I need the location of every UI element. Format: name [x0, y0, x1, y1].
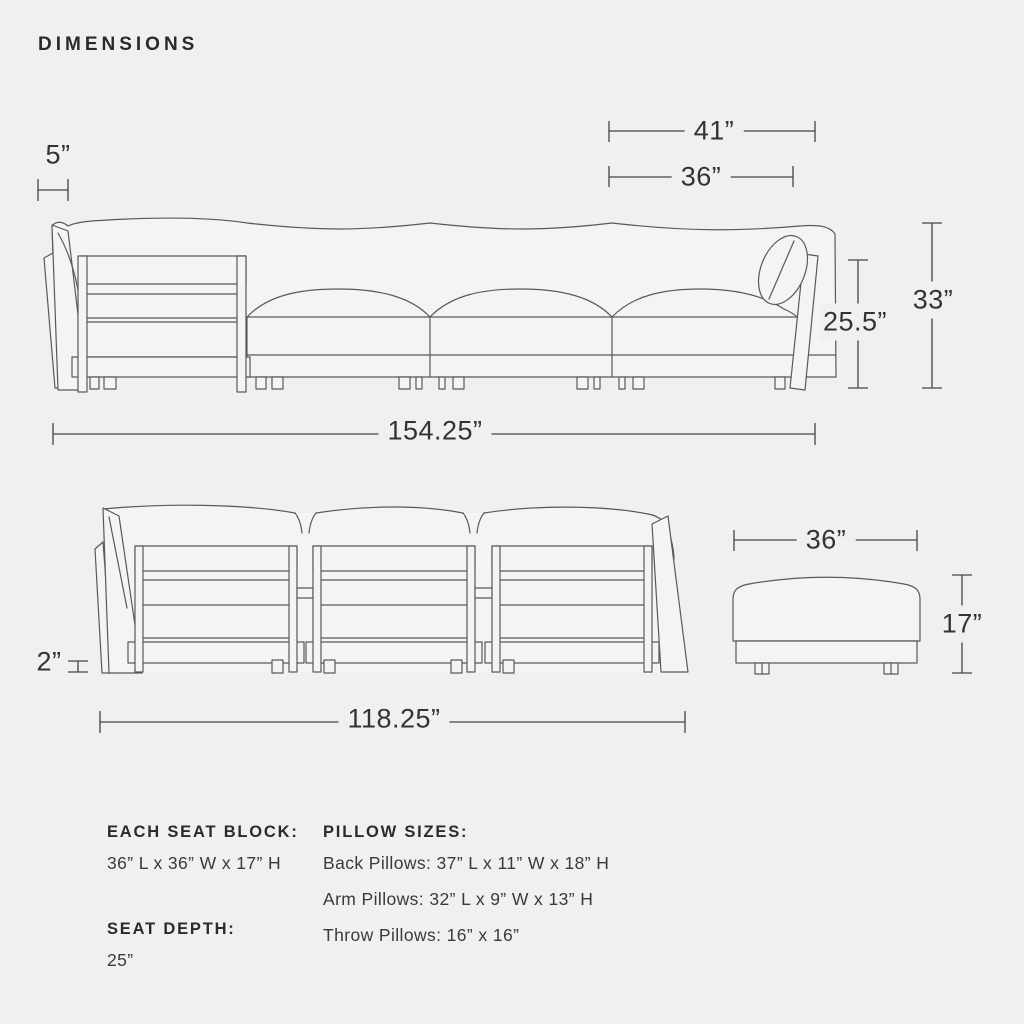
seat-depth-label: SEAT DEPTH:: [107, 920, 236, 938]
dim-label-ottoman-width: 36”: [797, 526, 856, 555]
dim-label-overall-height: 33”: [909, 282, 958, 319]
back-frame-module-2: [306, 546, 482, 672]
dim-line-5in: [38, 179, 68, 201]
dim-label-corner-unit-width: 41”: [685, 117, 744, 146]
sofa-front-view-drawing: [44, 218, 836, 392]
throw-pillows-value: Throw Pillows: 16” x 16”: [323, 925, 520, 945]
page-title: DIMENSIONS: [38, 34, 199, 55]
ottoman-drawing: [733, 577, 920, 674]
dim-label-back-height: 25.5”: [819, 304, 891, 341]
back-pillows-value: Back Pillows: 37” L x 11” W x 18” H: [323, 853, 610, 873]
front-feet: [90, 377, 785, 389]
seat-block-label: EACH SEAT BLOCK:: [107, 823, 299, 841]
front-corner-frame-base: [72, 357, 250, 377]
dim-label-arm-panel-width: 5”: [45, 139, 71, 170]
dim-label-overall-depth: 118.25”: [338, 705, 449, 734]
back-frame-module-3: [485, 546, 659, 672]
ottoman-base: [736, 641, 917, 663]
front-corner-frame-top-rail: [80, 256, 246, 284]
pillow-sizes-label: PILLOW SIZES:: [323, 823, 469, 841]
front-corner-frame-post-right: [237, 256, 246, 392]
arm-pillows-value: Arm Pillows: 32” L x 9” W x 13” H: [323, 889, 594, 909]
dim-label-seat-block-width: 36”: [672, 163, 731, 192]
back-frame-module-1: [128, 546, 304, 672]
back-connector-2: [475, 588, 492, 598]
dim-line-2in: [68, 661, 88, 672]
back-connector-1: [297, 588, 313, 598]
front-corner-frame-post-left: [78, 256, 87, 392]
seat-depth-value: 25”: [107, 950, 134, 970]
dim-label-overall-width: 154.25”: [378, 417, 491, 446]
ottoman-feet: [755, 663, 898, 674]
sofa-back-view-drawing: [95, 505, 688, 673]
ottoman-cushion: [733, 577, 920, 641]
dim-label-ottoman-height: 17”: [938, 606, 987, 643]
seat-block-value: 36” L x 36” W x 17” H: [107, 853, 282, 873]
dim-label-base-clearance: 2”: [36, 646, 62, 677]
